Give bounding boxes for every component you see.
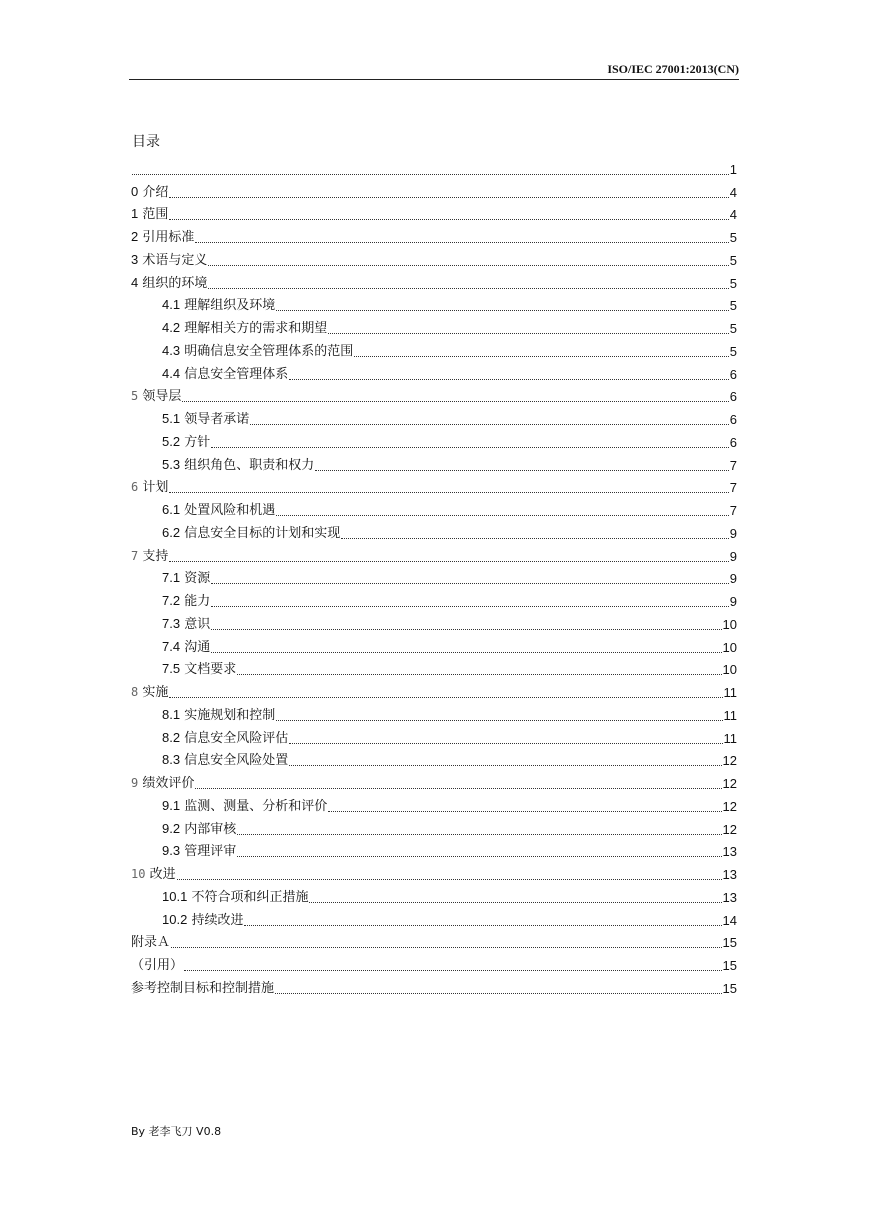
toc-entry-text: 管理评审 (184, 844, 237, 860)
toc-entry-text: 介绍 (142, 184, 169, 200)
toc-entry-label (131, 956, 183, 975)
toc-entry-label (162, 319, 327, 338)
toc-entry-page: 9 (729, 525, 737, 541)
toc-entry-text: 资源 (184, 571, 211, 587)
dot-leader (195, 788, 721, 789)
page-header (129, 60, 739, 80)
toc-entry-page: 9 (729, 594, 737, 609)
toc-entry-text: 不符合项和纠正措施 (191, 889, 309, 905)
toc-entry-text: 支持 (142, 548, 169, 564)
toc-entry[interactable] (131, 452, 737, 475)
toc-entry-text: 范围 (142, 207, 169, 223)
toc-entry[interactable] (131, 202, 737, 225)
toc-entry-label (162, 501, 275, 520)
toc-entry[interactable] (131, 952, 737, 975)
toc-entry-text: 领导层 (142, 389, 182, 405)
toc-entry[interactable] (131, 406, 737, 429)
toc-entry-number: 9.3 (162, 843, 181, 859)
dot-leader (237, 856, 721, 857)
toc-entry[interactable] (131, 270, 737, 293)
toc-entry-number: 4.3 (162, 342, 181, 358)
toc-entry-page: 9 (729, 571, 737, 587)
dot-leader (169, 492, 728, 493)
toc-entry-number: 7.2 (162, 593, 181, 608)
dot-leader (275, 993, 722, 994)
toc-entry-number: 10.2 (162, 911, 188, 927)
toc-entry-label (162, 911, 243, 930)
dot-leader (132, 174, 729, 175)
toc-entry-text: 组织的环境 (142, 275, 208, 291)
toc-entry[interactable] (131, 179, 737, 202)
toc-entry[interactable] (131, 748, 737, 771)
toc-entry-number: 8.3 (162, 752, 181, 768)
toc-entry-page: 11 (723, 707, 737, 723)
toc-entry[interactable] (131, 475, 737, 498)
toc-entry[interactable] (131, 315, 737, 338)
toc-entry-text: 能力 (184, 594, 211, 609)
toc-entry-number: 7.1 (162, 570, 181, 586)
toc-entry-number: 5.2 (162, 433, 181, 449)
toc-entry-text: 信息安全管理体系 (184, 366, 289, 382)
dot-leader (184, 970, 722, 971)
dot-leader (211, 652, 721, 653)
toc-entry-page: 12 (722, 753, 737, 769)
toc-entry-page: 5 (729, 252, 737, 268)
dot-leader (182, 401, 728, 402)
toc-entry[interactable] (131, 361, 737, 384)
toc-entry-text: 明确信息安全管理体系的范围 (184, 343, 354, 359)
toc-entry-number: 2 (131, 229, 139, 244)
toc-entry-text: 计划 (142, 480, 169, 496)
toc-entry-number: 7 (131, 548, 139, 563)
toc-entry-page: 11 (723, 730, 737, 746)
toc-entry-label (131, 774, 194, 793)
toc-entry-number: 7.4 (162, 638, 181, 654)
toc-entry-number: 5.1 (162, 411, 181, 426)
toc-entry[interactable] (131, 702, 737, 725)
dot-leader (289, 765, 721, 766)
toc-entry-page: 5 (729, 321, 737, 336)
toc-entry-text: 组织角色、职责和权力 (184, 457, 315, 473)
toc-entry-page: 5 (729, 343, 737, 359)
toc-entry-number: 10.1 (162, 888, 188, 904)
toc-entry-label (162, 365, 288, 384)
toc-entry[interactable] (131, 543, 737, 566)
toc-entry-page: 5 (729, 275, 737, 291)
toc-entry-page: 7 (729, 457, 737, 473)
dot-leader (309, 902, 721, 903)
toc-entry[interactable] (131, 816, 737, 839)
toc-entry-label (131, 933, 170, 952)
dot-leader (328, 811, 721, 812)
toc-entry-label (131, 865, 176, 884)
toc-entry-text: 监测、测量、分析和评价 (184, 798, 328, 814)
toc-entry-number: 9.2 (162, 820, 181, 836)
toc-entry-number: 4.1 (162, 297, 181, 313)
toc-entry-label (162, 456, 314, 475)
toc-entry-page: 6 (729, 389, 737, 405)
toc-entry-label (162, 729, 288, 748)
toc-entry-text: 改进 (149, 867, 176, 882)
dot-leader (169, 561, 728, 562)
toc-entry-number: 9.1 (162, 797, 181, 813)
toc-entry-number: 4.4 (162, 365, 181, 381)
toc-entry-number: 6 (131, 480, 139, 495)
toc-entry-text: 绩效评价 (142, 776, 195, 791)
dot-leader (169, 697, 722, 698)
dot-leader (250, 424, 729, 425)
toc-entry-text: （引用） (131, 958, 184, 973)
toc-entry-label (162, 524, 340, 543)
toc-entry-page: 9 (729, 548, 737, 564)
dot-leader (211, 629, 721, 630)
toc-entry-text: 信息安全目标的计划和实现 (184, 525, 341, 541)
toc-entry[interactable] (131, 975, 737, 998)
toc-entry-number: 9 (131, 776, 139, 790)
toc-entry-page: 6 (729, 366, 737, 382)
toc-entry-page: 4 (729, 207, 737, 223)
toc-entry-page: 15 (722, 958, 737, 973)
toc-entry[interactable] (131, 839, 737, 862)
toc-entry[interactable] (131, 884, 737, 907)
dot-leader (169, 197, 728, 198)
dot-leader (208, 288, 728, 289)
toc-entry-number: 7.3 (162, 615, 181, 631)
toc-entry-label (162, 888, 308, 907)
toc-entry-label (131, 228, 194, 247)
toc-entry-text: 引用标准 (142, 230, 195, 245)
toc-entry-number: 4.2 (162, 320, 181, 335)
toc-entry-text: 术语与定义 (142, 252, 208, 268)
toc-entry-number: 6.2 (162, 524, 181, 540)
toc-entry-label (131, 979, 274, 998)
toc-entry[interactable] (131, 679, 737, 702)
toc-entry-page: 10 (722, 616, 737, 632)
toc-entry-text: 实施 (142, 685, 169, 700)
toc-entry-page: 10 (722, 662, 737, 678)
dot-leader (276, 310, 729, 311)
toc-entry-label (162, 433, 210, 452)
toc-entry-number: 5 (131, 389, 139, 404)
toc-entry-label (162, 615, 210, 634)
toc-entry-number: 8.2 (162, 729, 181, 745)
toc-entry[interactable] (131, 634, 737, 657)
toc-entry-text: 持续改进 (191, 912, 244, 928)
toc-entry-text: 信息安全风险评估 (184, 730, 289, 746)
toc-entry-page: 14 (722, 912, 737, 928)
toc-entry-label (162, 797, 327, 816)
toc-entry[interactable] (131, 247, 737, 270)
dot-leader (195, 242, 728, 243)
toc-entry[interactable] (131, 770, 737, 793)
page-footer: By 老李飞刀 V0.8 (131, 1125, 222, 1138)
dot-leader (315, 470, 729, 471)
toc-entry[interactable] (131, 611, 737, 634)
toc-entry[interactable] (131, 338, 737, 361)
dot-leader (211, 606, 729, 607)
toc-entry-label (162, 820, 236, 839)
toc-entry[interactable] (131, 384, 737, 407)
toc-entry[interactable] (131, 566, 737, 589)
toc-entry-page: 6 (729, 434, 737, 450)
toc-entry-label (131, 547, 168, 566)
toc-entry-label (162, 410, 249, 429)
toc-entry-page: 13 (722, 844, 737, 860)
toc-entry[interactable] (131, 861, 737, 884)
toc-entry-page: 15 (722, 980, 737, 996)
toc-entry-text: 实施规划和控制 (184, 707, 276, 723)
dot-leader (237, 674, 721, 675)
toc-entry-number: 1 (131, 206, 139, 222)
toc-entry-page: 12 (722, 798, 737, 814)
toc-entry-label (131, 274, 207, 293)
toc-entry[interactable] (131, 930, 737, 953)
toc-entry[interactable] (131, 793, 737, 816)
toc-entry-label (162, 592, 210, 611)
toc-entry-label (131, 183, 168, 202)
toc-entry-text: 参考控制目标和控制措施 (131, 980, 275, 996)
toc-entry[interactable] (131, 725, 737, 748)
toc-entry-number: 0 (131, 183, 139, 199)
toc-entry-page: 7 (729, 480, 737, 496)
document-id: ISO/IEC 27001:2013(CN) (607, 62, 739, 76)
toc-entry-label (162, 842, 236, 861)
dot-leader (341, 538, 729, 539)
toc-entry-page: 10 (722, 639, 737, 655)
toc-entry-label (131, 387, 181, 406)
toc-entry-page: 5 (729, 298, 737, 314)
toc-entry[interactable] (131, 907, 737, 930)
toc-entry-page: 4 (729, 184, 737, 200)
dot-leader (328, 333, 729, 334)
toc-entry-number: 4 (131, 274, 139, 290)
toc-entry-text: 理解组织及环境 (184, 298, 276, 314)
toc-entry-label (162, 751, 288, 770)
toc-entry[interactable] (131, 224, 737, 247)
toc-entry-number: 5.3 (162, 456, 181, 472)
toc-entry-text: 内部审核 (184, 821, 237, 837)
dot-leader (237, 834, 721, 835)
toc-entry-number: 8.1 (162, 706, 181, 722)
toc-entry-page: 15 (722, 935, 737, 951)
toc-entry-text: 领导者承诺 (184, 412, 250, 427)
toc-entry-text: 信息安全风险处置 (184, 753, 289, 769)
toc-entry-number: 8 (131, 685, 139, 699)
toc-entry[interactable] (131, 429, 737, 452)
toc-entry-page: 12 (722, 821, 737, 837)
toc-title: 目录 (132, 134, 160, 150)
toc-entry-label (131, 478, 168, 497)
dot-leader (276, 515, 729, 516)
dot-leader (211, 583, 729, 584)
toc-entry-number: 10 (131, 867, 146, 881)
toc-entry-page: 1 (729, 161, 737, 177)
toc-entry[interactable] (131, 520, 737, 543)
toc-entry[interactable] (131, 657, 737, 680)
toc-entry-text: 沟通 (184, 639, 211, 655)
toc-entry-page: 6 (729, 412, 737, 427)
dot-leader (169, 219, 728, 220)
dot-leader (177, 879, 722, 880)
toc-entry-page: 7 (729, 503, 737, 518)
toc-entry-label (162, 296, 275, 315)
toc-entry-number: 7.5 (162, 661, 181, 677)
dot-leader (208, 265, 728, 266)
toc-entry-number: 6.1 (162, 502, 181, 517)
toc-entry-label (131, 251, 207, 270)
dot-leader (244, 925, 721, 926)
toc-entry-label (162, 706, 275, 725)
toc-entry-label (162, 569, 210, 588)
toc-entry-text: 意识 (184, 616, 211, 632)
toc-entry-number: 3 (131, 251, 139, 267)
toc-entry-label (131, 683, 168, 702)
toc-entry-page: 12 (722, 776, 737, 791)
toc-entry-text: 处置风险和机遇 (184, 503, 276, 518)
toc-entry-text: 方针 (184, 434, 211, 450)
toc-entry[interactable] (131, 588, 737, 611)
toc-entry-label (162, 660, 236, 679)
toc-entry-page: 13 (722, 867, 737, 882)
toc-entry-text: 附录Ａ (131, 935, 171, 951)
dot-leader (354, 356, 729, 357)
dot-leader (289, 379, 729, 380)
dot-leader (211, 447, 729, 448)
dot-leader (289, 743, 722, 744)
toc-entry-page: 13 (722, 889, 737, 905)
toc-entry[interactable] (131, 293, 737, 316)
toc-entry-text: 文档要求 (184, 662, 237, 678)
toc-entry[interactable] (131, 497, 737, 520)
toc-entry-label (162, 638, 210, 657)
dot-leader (276, 720, 722, 721)
toc-entry[interactable] (131, 156, 737, 179)
toc-entry-page: 11 (723, 685, 737, 700)
toc-entry-label (131, 205, 168, 224)
toc-entry-page: 5 (729, 230, 737, 245)
toc-entry-text: 理解相关方的需求和期望 (184, 321, 328, 336)
dot-leader (171, 947, 722, 948)
table-of-contents (131, 156, 737, 998)
toc-entry-label (162, 342, 353, 361)
